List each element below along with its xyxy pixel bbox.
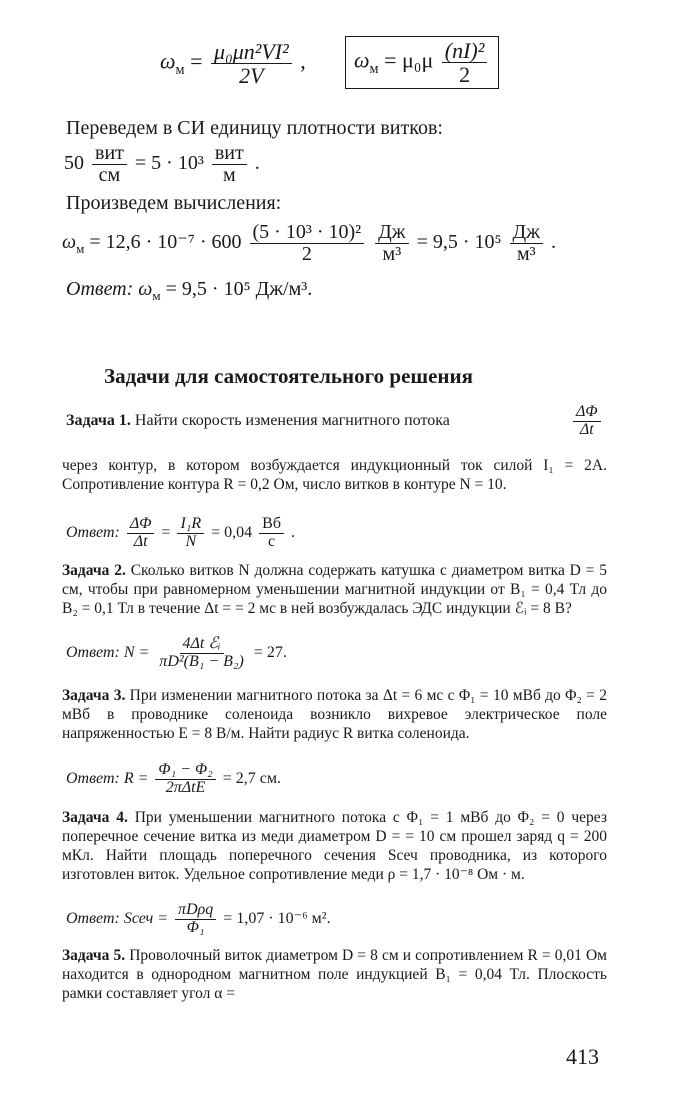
omega-symbol: ω [160, 48, 176, 74]
boxed-denominator: 2 [459, 62, 471, 88]
boxed-prefix: = μ₀μ [384, 47, 434, 73]
task-1-first-line: Задача 1. Найти скорость изменения магнитного потока [66, 412, 450, 429]
task-3-text: Задача 3. При изменении магнитного потока за Δt = 6 мс с Φ₁ = 10 мВб до Φ₂ = 2 мВб в проводнике соленоида возникло вихревое электрическое поле напряженностью E = 8 В/м. Найти радиус R витка соленоида. [62, 687, 607, 742]
task-4-text: Задача 4. При уменьшении магнитного потока с Φ₁ = 1 мВб до Φ₂ = 0 через поперечное сечение витка из меди диаметром D = = 10 см прошел заряд q = 200 мКл. Найти площадь поперечного сечения Sсеч проводника, из которого изготовлен виток. Удельное сопротивление меди ρ = 1,7 · 10⁻⁸ Ом · м. [62, 809, 607, 883]
task-4-answer: Ответ: Sсеч = $\frac{\text{πDρq}}{\text{Φ₁}}$ = 1,07 · 10⁻⁶ м². [66, 901, 331, 936]
task-1-flux-rate-fraction: $\frac{\Delta\Phi}{\Delta t}$ [570, 404, 604, 439]
si-equation: 50 $\frac{\text{вит}}{см}$ = 5 · 10³ $\frac{\text{вит}}{м}$ . [64, 142, 260, 186]
task-2-answer: Ответ: N = $\frac{\text{4Δt ℰᵢ}}{\text{πD²(B₁ − B₂)}}$ = 27. [66, 635, 287, 670]
calculation-text: Произведем вычисления: [66, 192, 282, 214]
task-5-text: Задача 5. Проволочный виток диаметром D = 8 см и сопротивлением R = 0,01 Ом находится в однородном магнитном поле индукцией B₁ = 0,04 Тл. Плоскость рамки составляет угол α = [62, 947, 607, 1002]
answer-energy-density: Ответ: $\omega_м = 9,5 \cdot 10^5$ Дж/м³. [66, 278, 313, 303]
omega-subscript: м [175, 62, 185, 79]
task-1-answer: Ответ: $\frac{\Delta\Phi}{\Delta t}$ = $\frac{\text{I₁R}}{N}$ = 0,04 $\frac{Вб}{с}$ . [66, 515, 295, 550]
calculation-equation: $\omega_м = 12,6 \cdot 10^{-7} \cdot 600$ $\frac{\text{(5 · 10³ · 10)²}}{2}$ $\frac{Дж}{\text{м³}}$ = 9,5 · 10⁵ $\frac{Дж}{\text{м³}}$ . [62, 221, 556, 265]
boxed-formula: $\omega_м = \mu_0\mu$ $\frac{\text{(nI)²}}{2}$ [345, 36, 499, 89]
boxed-numerator: (nI)² [442, 39, 488, 63]
si-conversion-text: Переведем в СИ единицу плотности витков: [66, 117, 443, 139]
task-3-answer: Ответ: R = $\frac{\text{Φ₁ − Φ₂}}{\text{2πΔtE}}$ = 2,7 см. [66, 761, 281, 796]
section-heading: Задачи для самостоятельного решения [104, 364, 473, 388]
page-number: 413 [566, 1044, 599, 1069]
formula-denominator: 2V [239, 63, 264, 89]
formula-numerator: μ₀μn²VI² [211, 40, 292, 64]
energy-density-formula: $\omega_м$ = $\frac{\text{μ₀μn²VI²}}{2V}$ , [160, 39, 306, 89]
task-2-text: Задача 2. Сколько витков N должна содержать катушка с диаметром витка D = 5 см, чтобы при равномерном уменьшении магнитной индукции от B₁ = 0,4 Тл до B₂ = 0,1 Тл в течение Δt = = 2 мс в ней возбуждалась ЭДС индукции ℰᵢ = 8 В? [62, 562, 608, 617]
task-1-text: через контур, в котором возбуждается индукционный ток силой I₁ = 2А. Сопротивление контура R = 0,2 Ом, число витков в контуре N = 10. [62, 457, 607, 493]
